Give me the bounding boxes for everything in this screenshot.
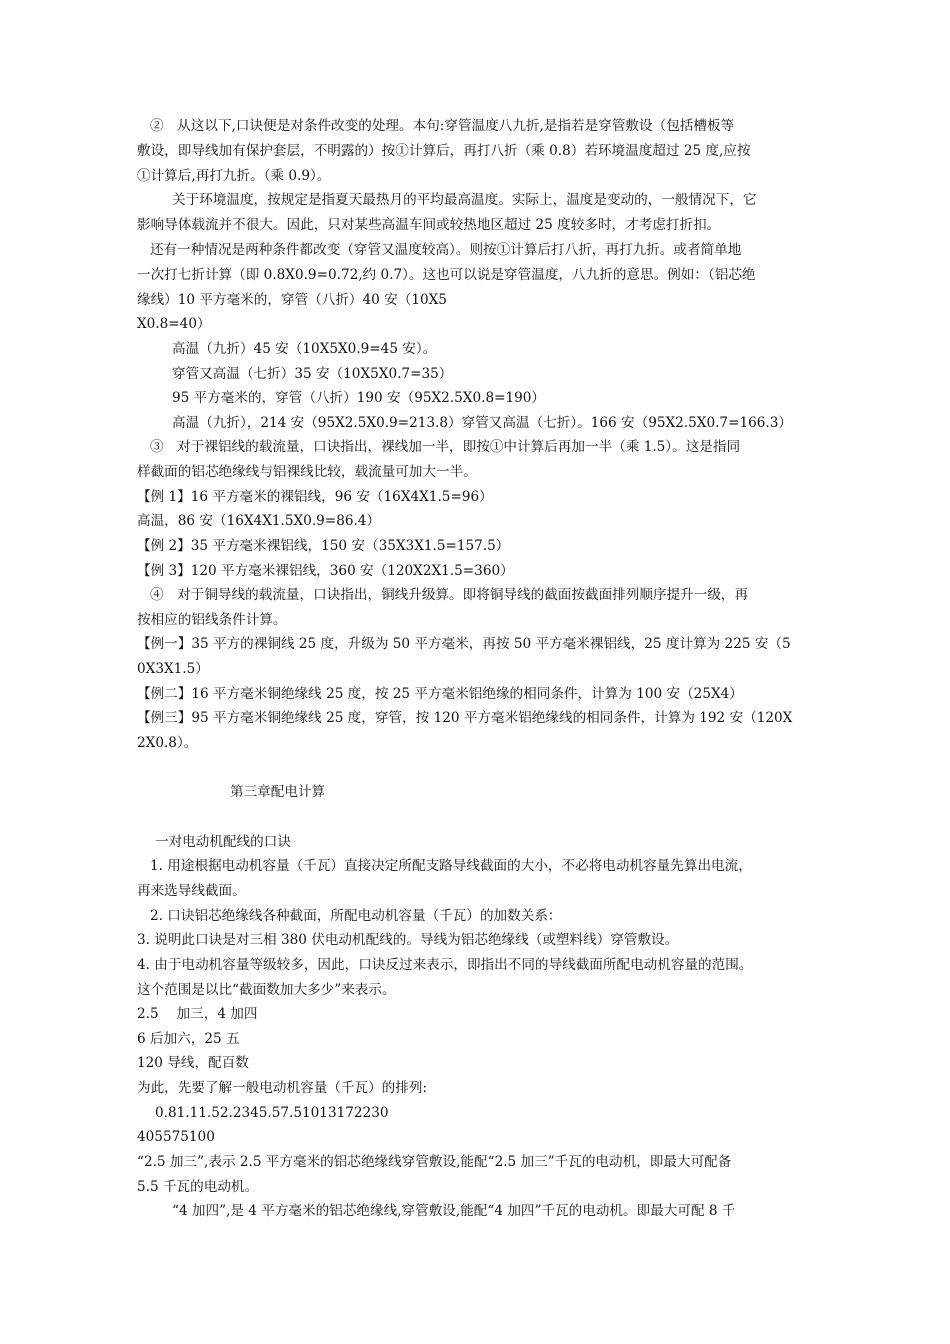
text-line: “2.5 加三”,表示 2.5 平方毫米的铝芯绝缘线穿管敷设,能配“2.5 加三”千瓦的电动机，即最大可配备 [137,1154,732,1170]
text-line: 关于环境温度，按规定是指夏天最热月的平均最高温度。实际上，温度是变动的，一般情况下，它 [172,192,757,208]
text-line: 405575100 [137,1129,215,1145]
text-line: 4. 由于电动机容量等级较多，因此，口诀反过来表示，即指出不同的导线截面所配电动机容量的范围。 [137,957,753,973]
text-line: ④ 对于铜导线的载流量，口诀指出，铜线升级算。即将铜导线的截面按截面排列顺序提升一级，再 [150,587,749,603]
text-line: 2.5 加三，4 加四 [137,1006,258,1022]
text-line: 一次打七折计算（即 0.8X0.9=0.72,约 0.7）。这也可以说是穿管温度，八九折的意思。例如：（铝芯绝 [137,267,756,283]
text-line: 120 导线，配百数 [137,1055,249,1071]
text-line: 【例二】16 平方毫米铜绝缘线 25 度，按 25 平方毫米铝绝缘的相同条件，计算为 100 安（25X4） [137,686,743,702]
text-line: 穿管又高温（七折）35 安（10X5X0.7=35） [172,366,453,382]
text-line: ①计算后,再打九折。（乘 0.9）。 [137,168,331,184]
text-line: 【例 3】120 平方毫米裸铝线，360 安（120X2X1.5=360） [137,563,514,579]
text-line: 【例 1】16 平方毫米的裸铝线，96 安（16X4X1.5=96） [137,489,493,505]
text-line: 3. 说明此口诀是对三相 380 伏电动机配线的。导线为铝芯绝缘线（或塑料线）穿管敷设。 [137,932,679,948]
text-line: 这个范围是以比“截面数加大多少”来表示。 [137,982,396,998]
text-line: ③ 对于裸铝线的载流量，口诀指出，裸线加一半，即按①中计算后再加一半（乘 1.5）。这是指同 [150,439,741,455]
section-heading: 一对电动机配线的口诀 [155,834,291,850]
text-line: 为此，先要了解一般电动机容量（千瓦）的排列: [137,1080,428,1096]
text-line: “4 加四”,是 4 平方毫米的铝芯绝缘线,穿管敷设,能配“4 加四”千瓦的电动机。即最大可配 8 千 [172,1203,736,1219]
text-line: 【例三】95 平方毫米铜绝缘线 25 度，穿管，按 120 平方毫米铝绝缘线的相同条件，计算为 192 安（120X [137,710,793,726]
text-line: 敷设，即导线加有保护套层，不明露的）按①计算后，再打八折（乘 0.8）若环境温度超过 25 度,应按 [137,143,751,159]
text-line: 再来选导线截面。 [137,883,246,899]
text-line: 0X3X1.5） [137,661,209,677]
text-line: X0.8=40） [137,316,211,332]
text-line: 影响导体载流并不很大。因此，只对某些高温车间或较热地区超过 25 度较多时，才考虑打折扣。 [137,217,721,233]
text-line: 0.81.11.52.2345.57.51013172230 [155,1105,389,1121]
text-line: 1. 用途根据电动机容量（千瓦）直接决定所配支路导线截面的大小，不必将电动机容量先算出电流， [150,858,752,874]
text-line: 5.5 千瓦的电动机。 [137,1179,259,1195]
text-line: 高温（九折），214 安（95X2.5X0.9=213.8）穿管又高温（七折）。166 安（95X2.5X0.7=166.3） [172,415,792,431]
text-line: 2X0.8）。 [137,735,198,751]
text-line: 95 平方毫米的，穿管（八折）190 安（95X2.5X0.8=190） [172,390,546,406]
text-line: 【例一】35 平方的裸铜线 25 度，升级为 50 平方毫米，再按 50 平方毫米裸铝线，25 度计算为 225 安（5 [137,636,791,652]
chapter-heading: 第三章配电计算 [230,784,326,800]
text-line: 还有一种情况是两种条件都改变（穿管又温度较高）。则按①计算后打八折，再打九折。或者简单地 [150,242,742,258]
text-line: 【例 2】35 平方毫米裸铝线，150 安（35X3X1.5=157.5） [137,538,510,554]
text-line: 样截面的铝芯绝缘线与铝裸线比较，载流量可加大一半。 [137,464,477,480]
text-line: ② 从这以下,口诀便是对条件改变的处理。本句:穿管温度八九折,是指若是穿管敷设（包括槽板等 [150,118,735,134]
text-line: 高温，86 安（16X4X1.5X0.9=86.4） [137,513,381,529]
text-line: 6 后加六，25 五 [137,1031,240,1047]
text-line: 按相应的铝线条件计算。 [137,612,287,628]
text-line: 2. 口诀铝芯绝缘线各种截面，所配电动机容量（千瓦）的加数关系： [150,908,562,924]
text-line: 缘线）10 平方毫米的，穿管（八折）40 安（10X5 [137,292,447,308]
text-line: 高温（九折）45 安（10X5X0.9=45 安）。 [172,341,437,357]
